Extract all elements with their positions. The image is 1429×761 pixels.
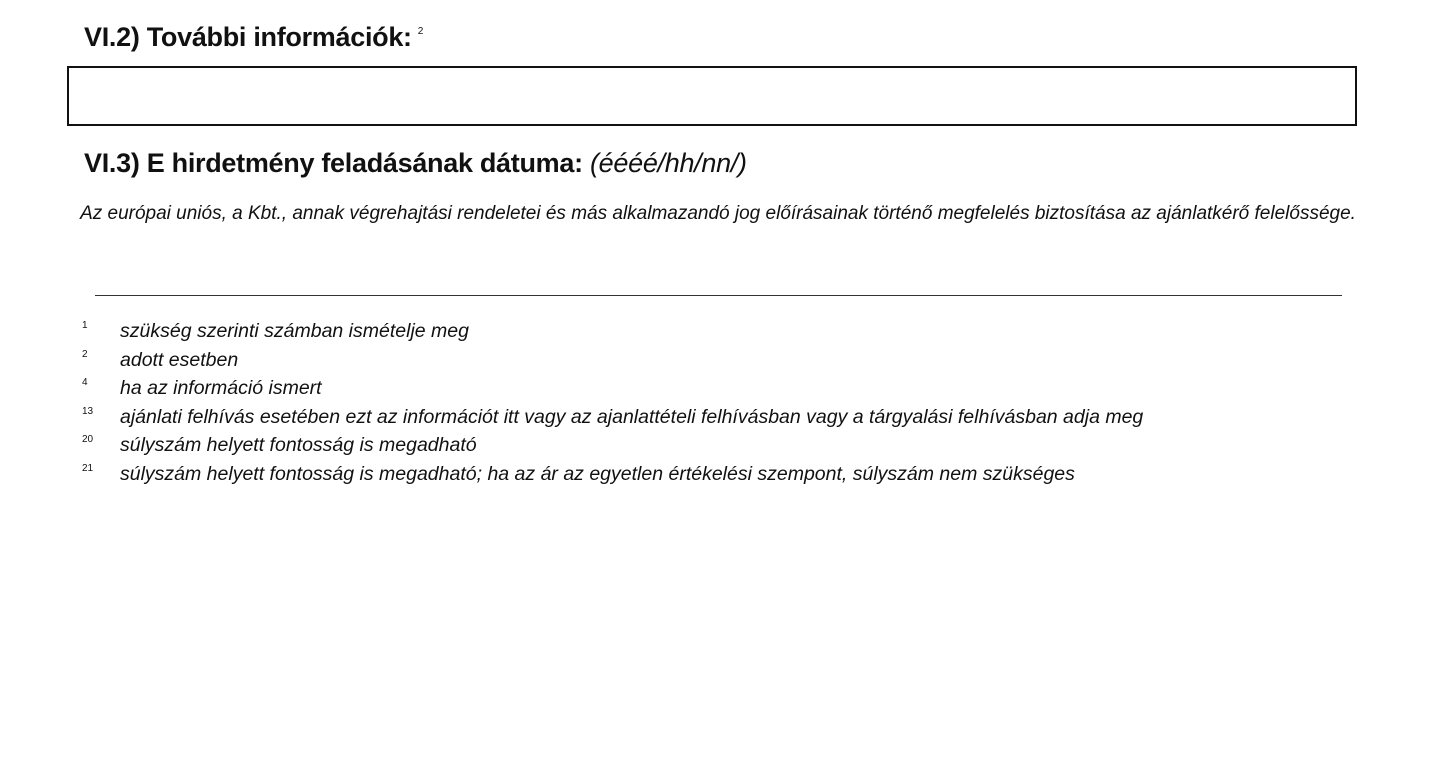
date-format-hint: (éééé/hh/nn/) xyxy=(589,148,747,178)
footnote-text: ha az információ ismert xyxy=(120,377,322,400)
footnote-text: súlyszám helyett fontosság is megadható; ha az ár az egyetlen értékelési szempont, súlyszám nem szükséges xyxy=(120,462,1075,485)
footnote-item xyxy=(82,403,1143,432)
footnote-text: ajánlati felhívás esetében ezt az információt itt vagy az ajanlattételi felhívásban vagy a tárgyalási felhívásban adja meg xyxy=(120,405,1144,428)
section-vi3-heading xyxy=(84,147,747,179)
section-vi3-title: VI.3) E hirdetmény feladásának dátuma: xyxy=(84,148,583,178)
responsibility-notice: Az európai uniós, a Kbt., annak végrehajtási rendeletei és más alkalmazandó jog előírásainak történő megfelelés biztosítása az ajánlatkérő felelőssége. xyxy=(80,203,1356,224)
footnote-number: 1 xyxy=(82,320,88,331)
section-vi2-footnote-ref: 2 xyxy=(417,26,424,37)
footnote-number: 13 xyxy=(82,405,94,417)
footnote-text: súlyszám helyett fontosság is megadható xyxy=(120,434,477,457)
section-vi2-heading xyxy=(84,16,423,53)
footnote-text: adott esetben xyxy=(120,348,239,371)
footnotes-list xyxy=(82,317,1143,489)
footnote-item xyxy=(82,374,1143,403)
footnote-text: szükség szerinti számban ismételje meg xyxy=(120,320,469,342)
footnote-item xyxy=(82,346,1143,375)
footnote-number: 4 xyxy=(82,377,88,389)
footnote-number: 2 xyxy=(82,348,88,360)
footnote-divider xyxy=(95,295,1342,296)
section-vi2-title: VI.2) További információk: xyxy=(84,22,412,52)
footnote-item xyxy=(82,317,1143,346)
footnote-item xyxy=(82,431,1143,460)
footnote-item xyxy=(82,460,1143,489)
footnote-number: 21 xyxy=(82,462,94,474)
footnote-number: 20 xyxy=(82,434,94,446)
additional-info-box xyxy=(67,66,1357,126)
